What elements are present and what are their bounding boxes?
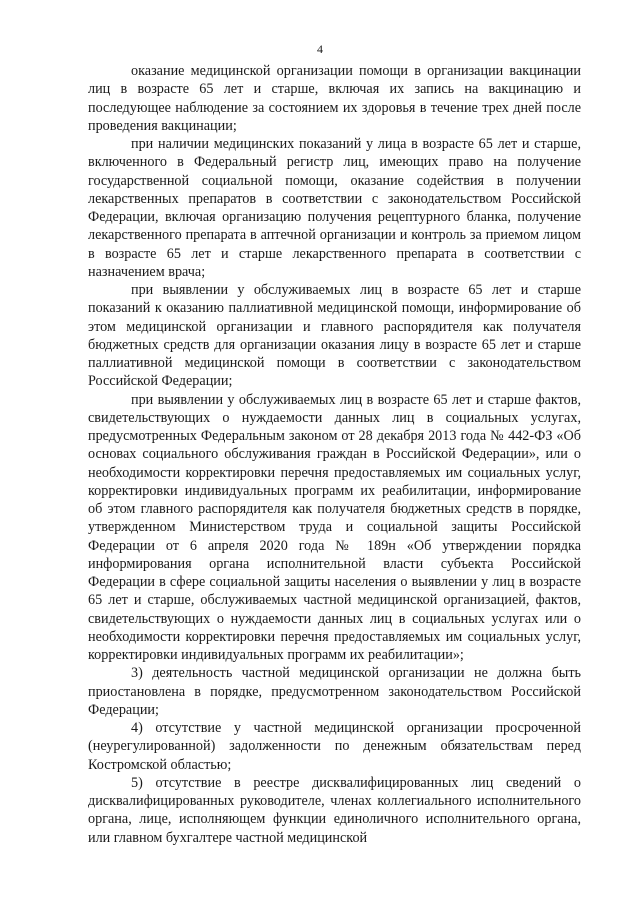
page-number: 4 xyxy=(317,42,323,56)
paragraph-palliative-care: при выявлении у обслуживаемых лиц в возрасте 65 лет и старше показаний к оказанию паллиативной медицинской помощи, информирование об этом медицинской организации и главного распорядителя как получателя бюджетных средств для организации оказания лицу в возрасте 65 лет и старше паллиативной медицинской помощи в соответствии с законодательством Российской Федерации; xyxy=(88,282,581,390)
paragraph-medication-assistance: при наличии медицинских показаний у лица в возрасте 65 лет и старше, включенного в Федеральный регистр лиц, имеющих право на получение государственной социальной помощи, оказание содействия в получении лекарственных препаратов в соответствии с законодательством Российской Федерации, включая организацию получения рецептурного бланка, получение лекарственного препарата в аптечной организации и контроль за приемом лицом в возрасте 65 лет и старше лекарственного препарата в соответствии с назначением врача; xyxy=(88,136,581,280)
paragraph-item-3: 3) деятельность частной медицинской организации не должна быть приостановлена в порядке, предусмотренном законодательством Российской Федерации; xyxy=(88,665,581,718)
paragraph-item-5: 5) отсутствие в реестре дисквалифицированных лиц сведений о дисквалифицированных руководителе, членах коллегиального исполнительного органа, лице, исполняющем функции единоличного исполнительного органа, или главном бухгалтере частной медицинской xyxy=(88,774,581,846)
paragraph-item-4: 4) отсутствие у частной медицинской организации просроченной (неурегулированной) задолженности по денежным обязательствам перед Костромской областью; xyxy=(88,720,581,773)
paragraph-social-services: при выявлении у обслуживаемых лиц в возрасте 65 лет и старше фактов, свидетельствующих о нуждаемости данных лиц в социальных услугах, предусмотренных Федеральным законом от 28 декабря 2013 года № 442-ФЗ «Об основах социального обслуживания граждан в Российской Федерации», или о необходимости корректировки перечня предоставляемых им социальных услуг, корректировки индивидуальных программ их реабилитации, информирование об этом главного распорядителя как получателя бюджетных средств в порядке, утвержденном Министерством труда и социальной защиты Российской Федерации от 6 апреля 2020 года № 189н «Об утверждении порядка информирования органа исполнительной власти субъекта Российской Федерации в сфере социальной защиты населения о выявлении у лиц в возрасте 65 лет и старше, обслуживаемых частной медицинской организацией, фактов, свидетельствующих о нуждаемости данных лиц в социальных услугах или о необходимости корректировки перечня предоставляемых им социальных услуг, корректировки индивидуальных программ их реабилитации»; xyxy=(88,391,581,663)
paragraph-vaccination-assistance: оказание медицинской организации помощи в организации вакцинации лиц в возрасте 65 лет и старше, включая их запись на вакцинацию и последующее наблюдение за состоянием их здоровья в течение трех дней после проведения вакцинации; xyxy=(88,63,581,134)
document-body xyxy=(88,62,581,847)
